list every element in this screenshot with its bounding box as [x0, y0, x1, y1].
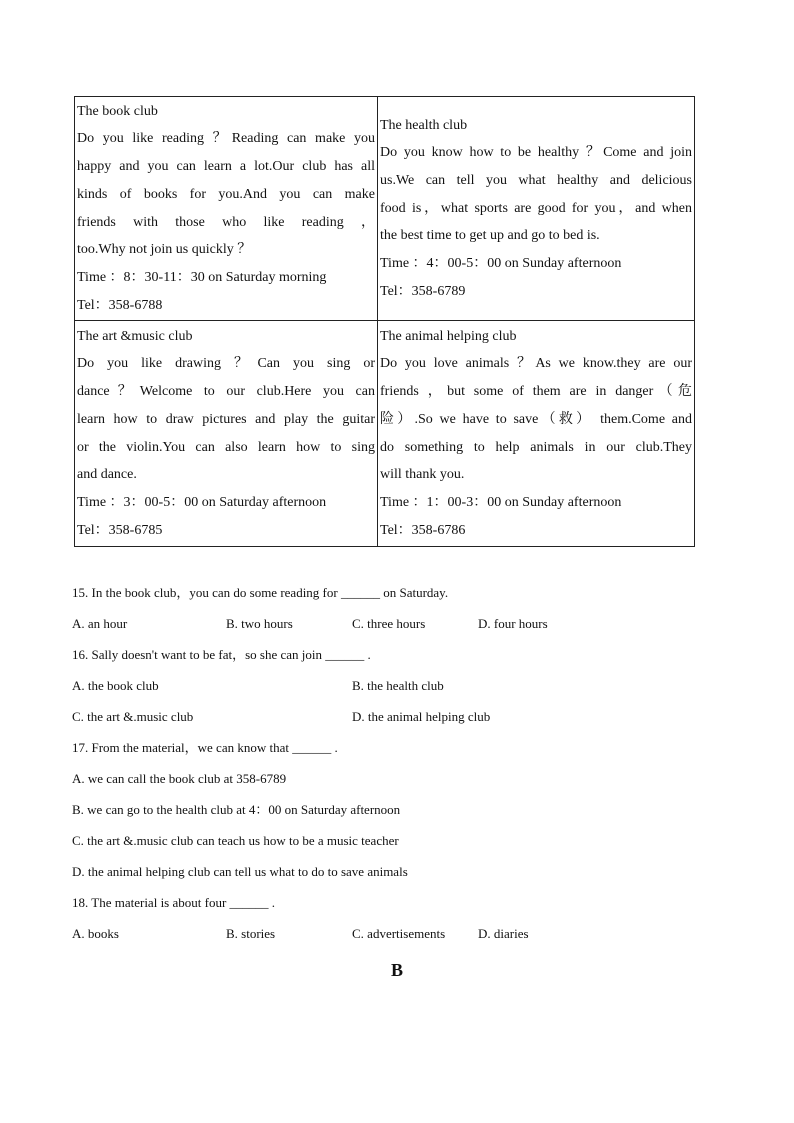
club-table-row — [75, 321, 695, 547]
answer-option[interactable]: D. the animal helping club can tell us what to do to save animals — [72, 864, 408, 879]
question-stem: 17. From the material，we can know that ______ . — [72, 740, 338, 755]
club-table — [74, 96, 695, 547]
book-club-line: Do you like reading ？Reading can make you — [77, 131, 375, 147]
book-club-line: kinds of books for you.And you can make — [77, 186, 375, 202]
answer-option[interactable]: B. the health club — [352, 678, 444, 693]
animal-club-line: 险）.So we have to save（救） them.Come and — [380, 411, 692, 427]
book-club-line: too.Why not join us quickly ？ — [77, 242, 252, 258]
answer-option[interactable]: C. the art &.music club can teach us how to be a music teacher — [72, 833, 399, 848]
book-club-cell — [75, 97, 378, 321]
health-club-title: The health club — [380, 117, 468, 133]
question-stem: 18. The material is about four ______ . — [72, 895, 276, 910]
art-club-cell — [75, 321, 378, 547]
health-club-cell — [378, 97, 695, 321]
art-club-title: The art &music club — [77, 328, 193, 344]
book-club-time: Time ：8：30-11：30 on Saturday morning — [77, 269, 327, 285]
question-list — [72, 581, 722, 953]
answer-option[interactable]: D. diaries — [478, 926, 529, 941]
answer-option[interactable]: B. two hours — [226, 616, 293, 631]
answer-option[interactable]: B. we can go to the health club at 4：00 on Saturday afternoon — [72, 802, 401, 817]
book-club-line: happy and you can learn a lot.Our club has all — [77, 159, 375, 175]
book-club-title: The book club — [77, 103, 158, 119]
health-club-line: food is，what sports are good for you，and when — [380, 200, 692, 216]
art-club-line: learn how to draw pictures and play the guitar — [77, 411, 375, 427]
health-club-line: Do you know how to be healthy ？Come and join — [380, 145, 692, 161]
art-club-tel: Tel：358-6785 — [77, 522, 163, 538]
health-club-line: us.We can tell you what healthy and delicious — [380, 172, 692, 188]
section-heading: B — [390, 960, 403, 980]
animal-club-line: do something to help animals in our club.They — [380, 439, 692, 455]
art-club-time: Time ：3：00-5：00 on Saturday afternoon — [77, 494, 327, 510]
answer-option[interactable]: B. stories — [226, 926, 276, 941]
book-club-tel: Tel：358-6788 — [77, 297, 163, 313]
question-options — [72, 922, 722, 953]
animal-club-line: will thank you. — [380, 467, 465, 483]
question-options — [72, 674, 722, 705]
answer-option[interactable]: C. advertisements — [352, 926, 446, 941]
answer-option[interactable]: C. three hours — [352, 616, 426, 631]
answer-option[interactable]: D. the animal helping club — [352, 709, 491, 724]
art-club-line: Do you like drawing ？Can you sing or — [77, 356, 375, 372]
animal-club-line: friends ，but some of them are in danger（危 — [380, 384, 692, 400]
answer-option[interactable]: D. four hours — [478, 616, 548, 631]
animal-club-line: Do you love animals ？As we know.they are our — [380, 356, 692, 372]
book-club-line: friends with those who like reading ， — [77, 214, 375, 230]
animal-club-cell — [378, 321, 695, 547]
answer-option[interactable]: A. an hour — [72, 616, 128, 631]
art-club-line: and dance. — [77, 467, 137, 483]
art-club-line: or the violin.You can also learn how to sing — [77, 439, 375, 455]
answer-option[interactable]: A. we can call the book club at 358-6789 — [72, 771, 287, 786]
question-options — [72, 705, 722, 736]
answer-option[interactable]: A. books — [72, 926, 119, 941]
health-club-line: the best time to get up and go to bed is. — [380, 228, 600, 244]
answer-option[interactable]: A. the book club — [72, 678, 159, 693]
art-club-line: dance？Welcome to our club.Here you can — [77, 384, 375, 400]
animal-club-title: The animal helping club — [380, 328, 517, 344]
health-club-tel: Tel：358-6789 — [380, 283, 466, 299]
question-stem: 15. In the book club，you can do some reading for ______ on Saturday. — [72, 585, 449, 600]
club-table-row — [75, 97, 695, 321]
question-options — [72, 612, 722, 643]
animal-club-time: Time ：1：00-3：00 on Sunday afternoon — [380, 494, 622, 510]
health-club-time: Time ：4：00-5：00 on Sunday afternoon — [380, 256, 622, 272]
animal-club-tel: Tel：358-6786 — [380, 522, 466, 538]
answer-option[interactable]: C. the art &.music club — [72, 709, 194, 724]
question-stem: 16. Sally doesn't want to be fat，so she can join ______ . — [72, 647, 371, 662]
